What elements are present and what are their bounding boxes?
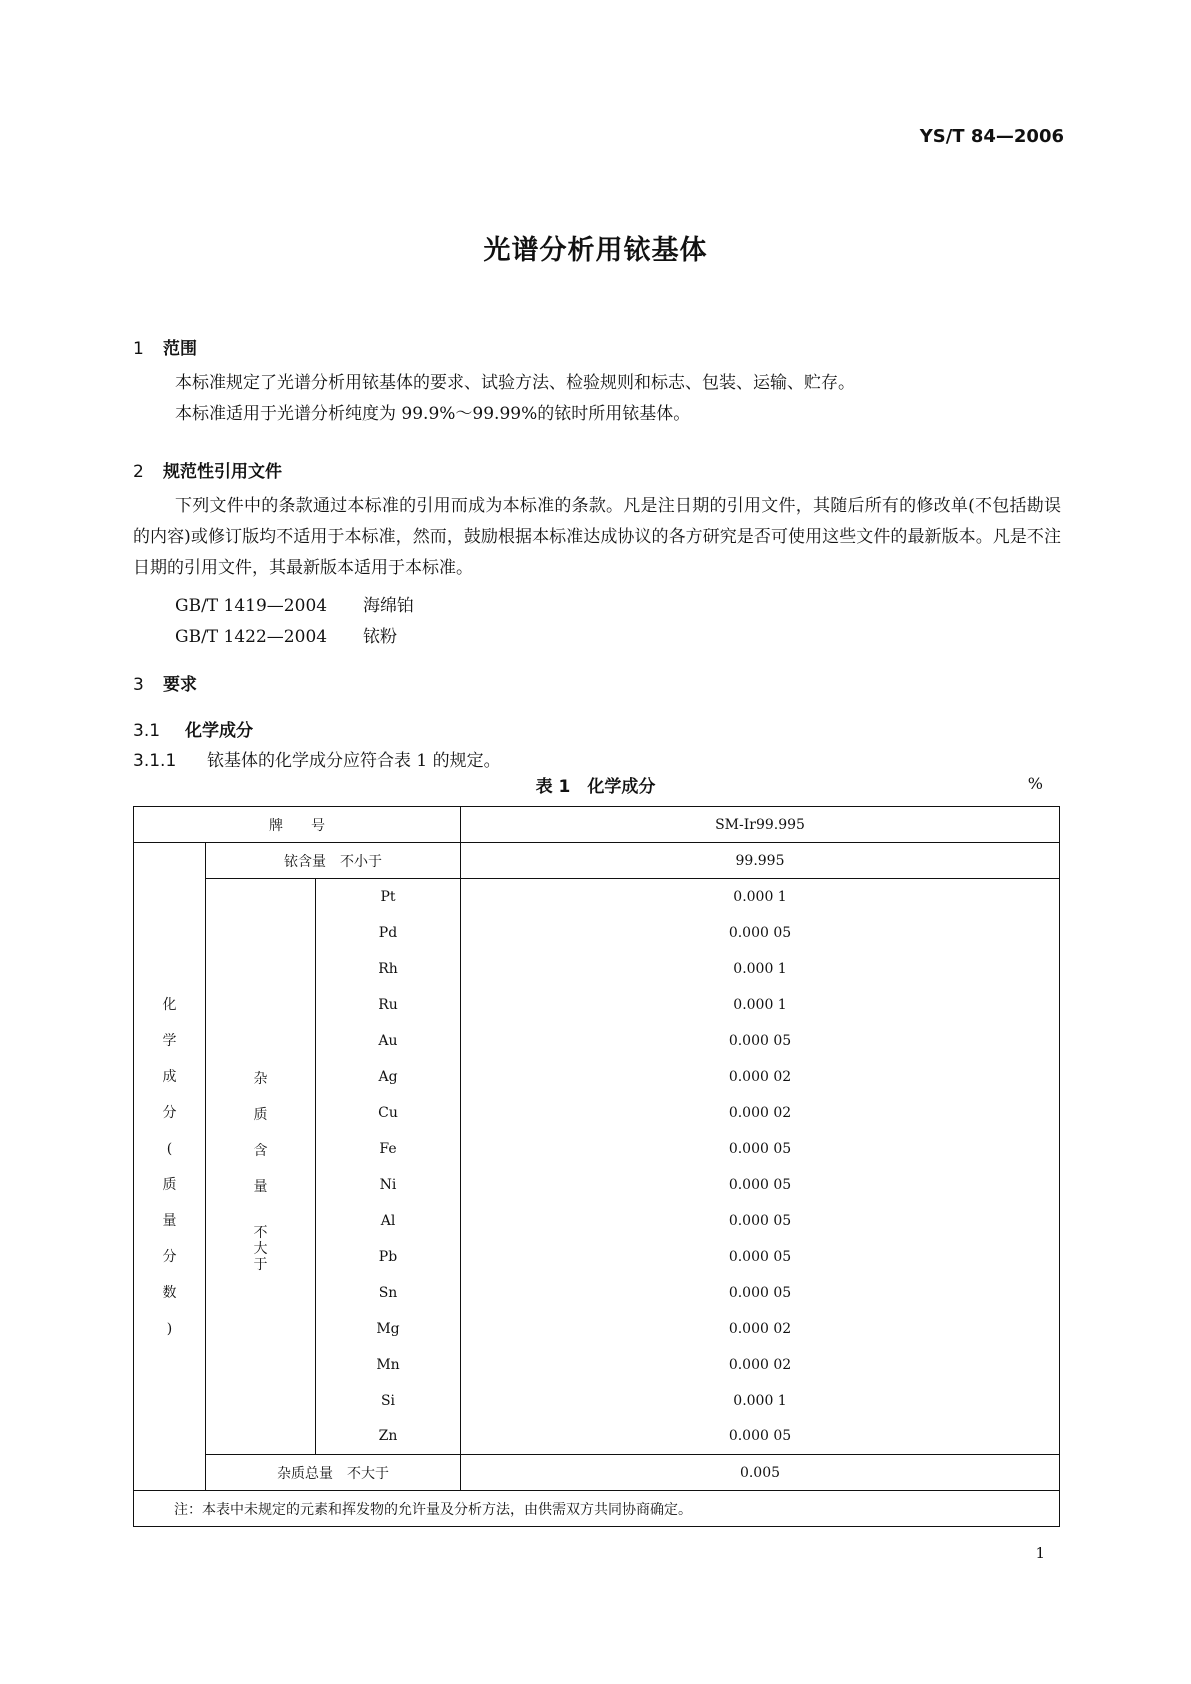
page-number: 1: [1035, 1544, 1045, 1562]
clause-text: 铱基体的化学成分应符合表 1 的规定。: [207, 751, 501, 771]
element-limit: 0.000 05: [461, 915, 1060, 951]
chemical-composition-label: 化 学 成 分 ( 质 量 分 数 ): [134, 843, 206, 1491]
element-symbol: Al: [316, 1203, 461, 1239]
element-limit: 0.000 05: [461, 1239, 1060, 1275]
standard-number: YS/T 84—2006: [919, 126, 1064, 147]
clause-3-1-1: [133, 746, 501, 771]
reference-name: 海绵铂: [363, 596, 414, 616]
element-limit: 0.000 05: [461, 1167, 1060, 1203]
reference-name: 铱粉: [363, 627, 397, 647]
normative-intro: 下列文件中的条款通过本标准的引用而成为本标准的条款。凡是注日期的引用文件，其随后所有的修改单(不包括勘误的内容)或修订版均不适用于本标准，然而，鼓励根据本标准达成协议的各方研究是否可使用这些文件的最新版本。凡是不注日期的引用文件，其最新版本适用于本标准。: [133, 496, 1061, 578]
scope-line-1: 本标准规定了光谱分析用铱基体的要求、试验方法、检验规则和标志、包装、运输、贮存。: [175, 373, 855, 393]
section-number: 2: [133, 462, 144, 482]
element-limit: 0.000 02: [461, 1059, 1060, 1095]
chemical-composition-table: [133, 806, 1060, 1527]
reference-item: [175, 622, 397, 647]
scope-paragraph: [133, 368, 1061, 430]
total-impurity-row: [134, 1455, 1060, 1491]
scope-line-2: 本标准适用于光谱分析纯度为 99.9%～99.99%的铱时所用铱基体。: [175, 404, 691, 424]
impurity-content-label: 杂 质 含 量 不 大 于: [206, 879, 316, 1455]
element-symbol: Au: [316, 1023, 461, 1059]
element-limit: 0.000 1: [461, 1383, 1060, 1419]
brand-value: SM-Ir99.995: [461, 807, 1060, 843]
reference-code: GB/T 1419—2004: [175, 596, 328, 616]
section-title: 化学成分: [185, 721, 253, 741]
brand-label: 牌 号: [134, 807, 461, 843]
reference-item: [175, 591, 414, 616]
total-impurity-value: 0.005: [461, 1455, 1060, 1491]
element-limit: 0.000 05: [461, 1131, 1060, 1167]
element-symbol: Si: [316, 1383, 461, 1419]
impurity-row: [134, 879, 1060, 915]
element-symbol: Cu: [316, 1095, 461, 1131]
section-3-heading: [133, 670, 197, 695]
element-symbol: Zn: [316, 1419, 461, 1455]
element-symbol: Pt: [316, 879, 461, 915]
total-impurity-label: 杂质总量 不大于: [206, 1455, 461, 1491]
table-note: 注：本表中未规定的元素和挥发物的允许量及分析方法，由供需双方共同协商确定。: [134, 1491, 1060, 1527]
element-limit: 0.000 05: [461, 1419, 1060, 1455]
element-limit: 0.000 05: [461, 1275, 1060, 1311]
section-1-heading: [133, 334, 197, 359]
document-title: 光谱分析用铱基体: [483, 235, 708, 266]
section-title: 规范性引用文件: [163, 462, 282, 482]
element-symbol: Rh: [316, 951, 461, 987]
section-2-heading: [133, 457, 282, 482]
iridium-content-value: 99.995: [461, 843, 1060, 879]
section-number: 3.1: [133, 721, 161, 741]
element-symbol: Pd: [316, 915, 461, 951]
element-limit: 0.000 1: [461, 879, 1060, 915]
element-limit: 0.000 05: [461, 1203, 1060, 1239]
element-limit: 0.000 02: [461, 1347, 1060, 1383]
element-symbol: Ni: [316, 1167, 461, 1203]
element-symbol: Mn: [316, 1347, 461, 1383]
section-title: 范围: [163, 339, 197, 359]
iridium-content-label: 铱含量 不小于: [206, 843, 461, 879]
element-symbol: Mg: [316, 1311, 461, 1347]
section-number: 3: [133, 675, 144, 695]
table-caption: 表 1 化学成分: [535, 777, 656, 797]
element-limit: 0.000 05: [461, 1023, 1060, 1059]
clause-number: 3.1.1: [133, 751, 177, 771]
table-unit: %: [1027, 774, 1043, 793]
element-limit: 0.000 02: [461, 1095, 1060, 1131]
section-number: 1: [133, 339, 144, 359]
element-symbol: Sn: [316, 1275, 461, 1311]
element-limit: 0.000 1: [461, 987, 1060, 1023]
element-symbol: Fe: [316, 1131, 461, 1167]
brand-row: [134, 807, 1060, 843]
element-limit: 0.000 02: [461, 1311, 1060, 1347]
element-symbol: Pb: [316, 1239, 461, 1275]
element-symbol: Ag: [316, 1059, 461, 1095]
section-title: 要求: [163, 675, 197, 695]
section-3-1-heading: [133, 716, 253, 741]
note-row: [134, 1491, 1060, 1527]
reference-code: GB/T 1422—2004: [175, 627, 328, 647]
iridium-row: [134, 843, 1060, 879]
element-symbol: Ru: [316, 987, 461, 1023]
element-limit: 0.000 1: [461, 951, 1060, 987]
